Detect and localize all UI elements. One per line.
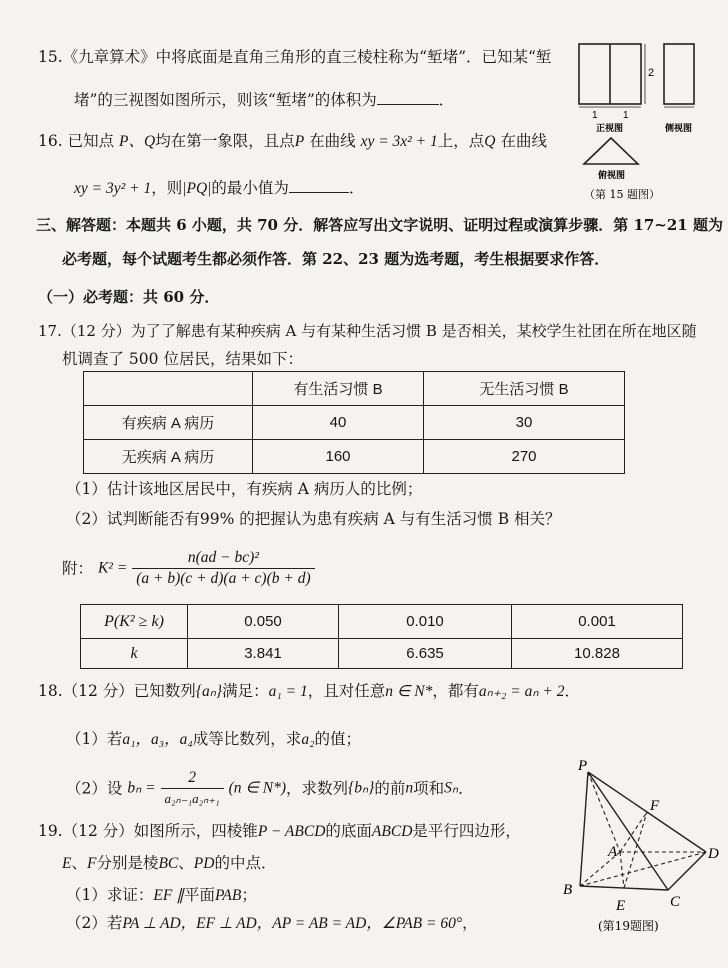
table-cell: 有生活习惯 B — [253, 372, 424, 406]
section3-line2: 必考题，每个试题考生都必须作答．第 22、23 题为选考题，考生根据要求作答． — [62, 250, 610, 268]
vertex-A: A — [608, 844, 618, 860]
q17-sub1: （1）估计该地区居民中，有疾病 A 病历人的比例； — [66, 480, 423, 498]
q19-line1: 19.（12 分）如图所示，四棱锥P − ABCD的底面ABCD是平行四边形， — [38, 822, 521, 840]
q15-three-view-figure — [570, 38, 700, 208]
table-cell: 无生活习惯 B — [424, 372, 625, 406]
section3-line1: 三、解答题：本题共 6 小题，共 70 分．解答应写出文字说明、证明过程或演算步骤．第 17~21 题为 — [36, 216, 723, 234]
point-F: F — [650, 798, 660, 814]
side-view — [664, 44, 694, 104]
table-cell — [84, 372, 253, 406]
q16-line1: 16. 已知点 P、Q均在第一象限，且点P 在曲线 xy = 3x² + 1上，点Q 在曲线 — [38, 132, 547, 150]
vertex-B: B — [563, 882, 573, 898]
table-cell: 270 — [424, 440, 625, 474]
q17-critical-value-table — [80, 604, 683, 669]
dim-2: 2 — [648, 67, 655, 79]
q19-sub2: （2）若PA ⊥ AD，EF ⊥ AD，AP = AB = AD，∠PAB = 60°， — [66, 914, 478, 932]
dim-1a: 1 — [592, 110, 598, 121]
table-cell: 30 — [424, 406, 625, 440]
table-cell: 有疾病 A 病历 — [84, 406, 253, 440]
edge-CD — [668, 852, 706, 890]
vertex-P: P — [578, 758, 588, 774]
q19-sub1: （1）求证：EF ∥平面PAB； — [66, 886, 257, 904]
table-cell: 3.841 — [188, 639, 339, 669]
q17-line2: 机调查了 500 位居民，结果如下： — [62, 350, 303, 368]
table-cell: 0.001 — [512, 605, 683, 639]
edge-PB — [580, 772, 588, 886]
top-view — [584, 138, 638, 164]
table-cell: 40 — [253, 406, 424, 440]
segment-BD — [580, 852, 706, 886]
side-view-label: 侧视图 — [665, 123, 693, 133]
table-cell: 6.635 — [339, 639, 512, 669]
dim-1b: 1 — [623, 110, 629, 121]
q19-line2: E、F分别是棱BC、PD的中点． — [62, 854, 277, 872]
segment-AF — [620, 812, 647, 852]
q15-line1: 15.《九章算术》中将底面是直角三角形的直三棱柱称为“堑堵”．已知某“堑 — [38, 48, 552, 66]
q16-line2: xy = 3y² + 1，则|PQ|的最小值为 ． — [74, 176, 364, 200]
b-n-fraction: $\frac{2}{\text{a₂ₙ₋₁a₂ₙ₊₁}}$ — [161, 768, 224, 809]
table-row — [84, 406, 625, 440]
table-row — [84, 372, 625, 406]
front-view — [579, 44, 641, 104]
table-cell: 无疾病 A 病历 — [84, 440, 253, 474]
q17-formula: 附： K² = $\frac{\text{n(ad − bc)²}}{(a + b)(c + d)(a + c)(b + d)}$ — [62, 548, 315, 589]
q17-survey-table — [83, 371, 625, 474]
edge-PC — [588, 772, 668, 890]
table-cell: k — [81, 639, 188, 669]
top-view-label: 俯视图 — [598, 170, 626, 180]
k-squared-fraction: $\frac{\text{n(ad − bc)²}}{(a + b)(c + d)(a + c)(b + d)}$ — [132, 548, 314, 589]
segment-EF — [624, 812, 647, 888]
vertex-C: C — [670, 894, 681, 910]
table-cell: 0.010 — [339, 605, 512, 639]
q18-line1: 18.（12 分）已知数列{aₙ}满足：a₁ = 1，且对任意n ∈ N*，都有aₙ₊₂ = aₙ + 2． — [38, 682, 580, 700]
section3-part1: （一）必考题：共 60 分． — [38, 288, 220, 306]
q17-line1: 17.（12 分）为了了解患有某种疾病 A 与有某种生活习惯 B 是否相关，某校学生社团在所在地区随 — [38, 322, 697, 340]
segment-AE — [620, 852, 624, 888]
table-cell: 160 — [253, 440, 424, 474]
q17-sub2: （2）试判断能否有99% 的把握认为患有疾病 A 与有生活习惯 B 相关？ — [66, 510, 561, 528]
answer-blank — [377, 88, 439, 105]
point-E: E — [616, 898, 626, 914]
q18-sub2: （2）设 bₙ = $\frac{2}{\text{a₂ₙ₋₁a₂ₙ₊₁}}$ (n ∈ N*)，求数列{bₙ}的前n项和Sₙ． — [66, 768, 474, 809]
answer-blank — [289, 176, 349, 193]
q19-figure-caption: (第19题图) — [598, 919, 659, 933]
q15-line2: 堵”的三视图如图所示，则该“堑堵”的体积为 ． — [74, 88, 454, 111]
table-cell: P(K² ≥ k) — [81, 605, 188, 639]
table-row — [84, 440, 625, 474]
front-view-label: 正视图 — [596, 123, 624, 133]
table-row — [81, 605, 683, 639]
q15-figure-caption: （第 15 题图） — [584, 188, 660, 201]
q18-sub1: （1）若a₁，a₃，a₄成等比数列，求a₂的值； — [66, 730, 361, 748]
table-row — [81, 639, 683, 669]
q19-pyramid-figure — [560, 758, 726, 968]
table-cell: 0.050 — [188, 605, 339, 639]
vertex-D: D — [708, 846, 719, 862]
table-cell: 10.828 — [512, 639, 683, 669]
